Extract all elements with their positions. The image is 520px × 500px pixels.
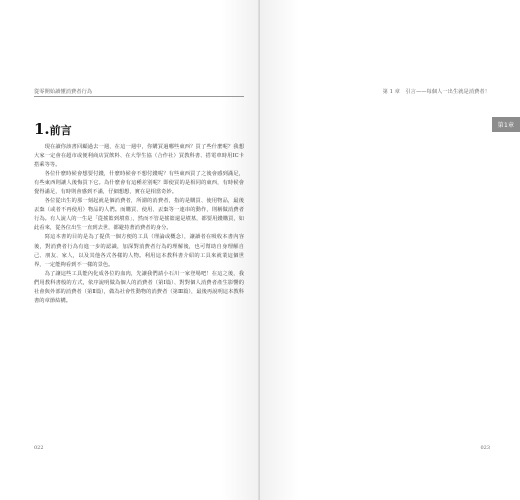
left-section-title: 前言 [49,124,72,137]
left-header-rule [34,96,244,97]
left-running-head: 從零開始讀懂消費者行為 [34,89,93,95]
paragraph: 為了讓這些工具能內化成各位的血肉，先讓我們請小石川一家登場吧！在這之後，我們用教科書般的方式，依序說明做為個人的消費者（第Ⅰ篇）、對對個人消費者產生影響的社會與外部的消費者（第Ⅱ篇），做為社會性動物的消費者（第Ⅲ篇），最後再說明這本教科書的章節結構。 [34,270,244,304]
chapter-tab: 第1章 [492,117,520,132]
paragraph: 各位從出生的那一刻起就是個消費者，所謂的消費者，指的是購買、使用物品，最後丟棄（或者不再使用）物品的人們。而購買、使用、丟棄等一連串的動作，則稱做消費者行為。有人說人的一生是「從搖籃到墳墓」，然而不管是搖籃還是墳墓，都要用錢購買，如此看來，從各位出生一直到去世，都避持著消費者的身分。 [34,198,244,232]
left-body-text [34,143,244,306]
left-section-number: 1. [34,120,50,138]
right-running-head: 第 1 章 引言——每個人一出生就是消費者！ [382,89,490,95]
right-page [260,0,520,500]
paragraph: 各位什麼時候會想要付錢，什麼時候會不想付錢呢？有些東西買了之後會感到滿足，有些東西則讓人後悔買下它。為什麼會有這種差別呢？即使買的是相同的東西，有時候會覺得滿足，有時則會感到不滿，仔細想想，實在是相當奇妙。 [34,171,244,196]
paragraph: 現在讀你該書回顧過去一週，在這一週中，你購買過哪些東西？買了些什麼呢？我想大家一定會在超市或便利商店買飲料、在大學生協（合作社）買教科書、搭電車時用IC卡搭乘等等。 [34,144,244,169]
left-section-heading [34,119,72,138]
right-page-number: 023 [480,445,490,451]
left-page-number: 022 [34,445,44,451]
paragraph: 寫這本書的目的是為了提供一個方便的工具（理論或概念），讓讀者在吸收本書內容後，對消費者行為有進一步的認識，加深對消費者行為的理解後，也可幫助自身理解自己、朋友、家人，以及其他各式各樣的人物。利用這本教科書介紹的工具來就業這個世界，一定能夠看到不一樣的景色。 [34,234,244,268]
